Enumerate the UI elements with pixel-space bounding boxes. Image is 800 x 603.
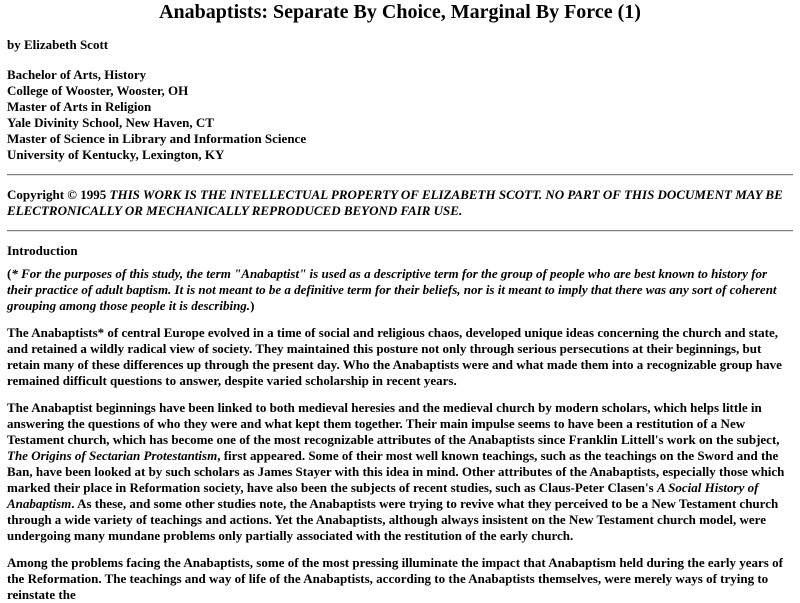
- credential-line: Yale Divinity School, New Haven, CT: [7, 115, 214, 130]
- section-divider: [7, 230, 793, 232]
- credential-line: College of Wooster, Wooster, OH: [7, 83, 189, 98]
- page-title: Anabaptists: Separate By Choice, Marginal By Force (1): [159, 1, 641, 23]
- note-text: * For the purposes of this study, the term "Anabaptist" is used as a descriptive term for the group of people who are best known to history for their practice of adult baptism. It is not meant to be a definitive term for their beliefs, nor is it meant to imply that there was any sort of coherent grouping among those people it is describing.: [7, 266, 777, 313]
- paragraph-text: The Anabaptist beginnings have been linked to both medieval heresies and the medieval church by modern scholars, which helps little in answering the questions of who they were and what kept them together. Their main impulse seems to have been a restitution of a New Testament church, which has become one of the most recognizable attributes of the Anabaptists since Franklin Littell's work on the subject,: [7, 400, 780, 447]
- credential-line: Master of Science in Library and Information Science: [7, 131, 307, 146]
- credential-line: Bachelor of Arts, History: [7, 67, 147, 82]
- book-title-social-history: A Social History of Anabaptism: [7, 480, 759, 511]
- section-heading-introduction: Introduction: [7, 243, 78, 258]
- credential-line: Master of Arts in Religion: [7, 99, 152, 114]
- note-open-paren: (: [7, 266, 12, 281]
- paragraph-text: . As these, and some other studies note, the Anabaptists were trying to revive what they perceived to be a New Testament church through a wide variety of teachings and actions. Yet the Anabaptists, although always insistent on the New Testament church model, were undergoing many mundane problems only partially associated with the restitution of the early church.: [7, 496, 779, 543]
- copyright-text: THIS WORK IS THE INTELLECTUAL PROPERTY OF ELIZABETH SCOTT. NO PART OF THIS DOCUMENT MAY BE ELECTRONICALLY OR MECHANICALLY REPRODUCED BEYOND FAIR USE.: [7, 187, 783, 218]
- book-title-origins: The Origins of Sectarian Protestantism: [7, 448, 218, 463]
- credentials-block: [7, 67, 793, 163]
- document-page: [0, 1, 800, 603]
- copyright-prefix: Copyright © 1995: [7, 187, 110, 202]
- body-paragraph-2: [7, 400, 793, 544]
- body-paragraph-3: Among the problems facing the Anabaptists, some of the most pressing illuminate the impact that Anabaptism held during the early years of the Reformation. The teachings and way of life of the Anabaptists, according to the Anabaptists themselves, were merely ways of trying to reinstate the: [7, 555, 783, 602]
- paragraph-text: , first appeared. Some of their most well known teachings, such as the teachings on the Sword and the Ban, have been looked at by such scholars as James Stayer with this idea in mind. Other attributes of the Anabaptists, especially those which marked their place in Reformation society, have also been the subjects of recent studies, such as Claus-Peter Clasen's: [7, 448, 785, 495]
- credential-line: University of Kentucky, Lexington, KY: [7, 147, 225, 162]
- terminology-note: [7, 266, 793, 314]
- copyright-notice: [7, 187, 793, 219]
- note-close-paren: ): [250, 298, 255, 313]
- byline: by Elizabeth Scott: [7, 37, 109, 52]
- section-divider: [7, 174, 793, 176]
- body-paragraph-1: The Anabaptists* of central Europe evolved in a time of social and religious chaos, developed unique ideas concerning the church and state, and retained a wildly radical view of society. They maintained this posture not only through serious persecutions at their beginnings, but retain many of these differences up through the present day. Who the Anabaptists were and what made them into a recognizable group have remained difficult questions to answer, despite varied scholarship in recent years.: [7, 325, 782, 388]
